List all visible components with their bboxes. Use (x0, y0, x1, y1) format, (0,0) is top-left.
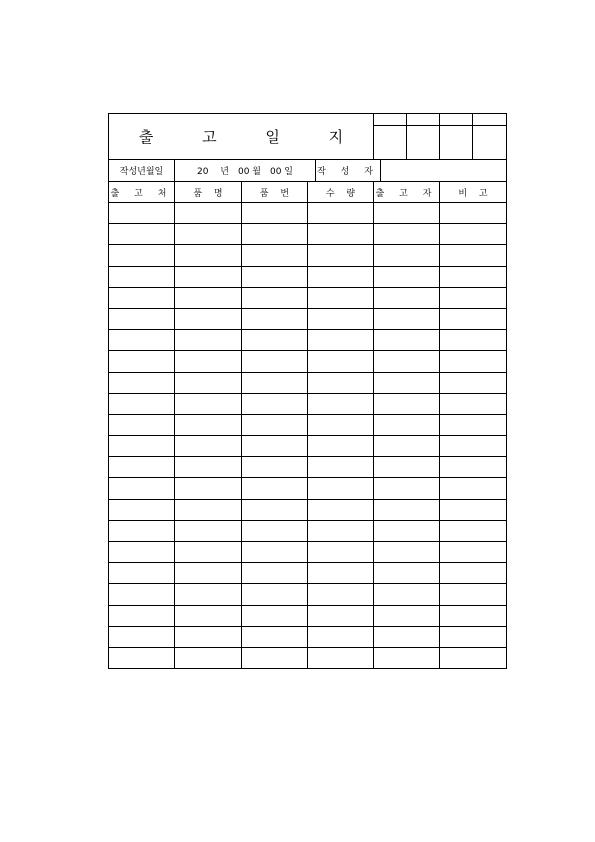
table-cell[interactable] (308, 266, 374, 287)
table-cell[interactable] (308, 436, 374, 457)
table-cell[interactable] (242, 266, 308, 287)
table-cell[interactable] (242, 414, 308, 435)
table-cell[interactable] (242, 436, 308, 457)
approval-header-cell[interactable] (407, 114, 440, 126)
table-cell[interactable] (374, 414, 440, 435)
table-cell[interactable] (242, 287, 308, 308)
table-cell[interactable] (242, 647, 308, 668)
table-cell[interactable] (175, 224, 242, 245)
table-cell[interactable] (440, 330, 507, 351)
table-row (109, 478, 507, 499)
table-cell[interactable] (308, 414, 374, 435)
table-row (109, 266, 507, 287)
table-cell[interactable] (242, 330, 308, 351)
table-cell[interactable] (374, 266, 440, 287)
table-cell[interactable] (175, 584, 242, 605)
approval-header-cell[interactable] (374, 114, 407, 126)
table-cell[interactable] (440, 563, 507, 584)
table-cell[interactable] (374, 647, 440, 668)
table-cell[interactable] (175, 414, 242, 435)
table-cell[interactable] (175, 308, 242, 329)
table-cell[interactable] (440, 584, 507, 605)
release-log-form (108, 113, 506, 669)
table-cell[interactable] (109, 351, 175, 372)
table-cell[interactable] (374, 542, 440, 563)
table-cell[interactable] (242, 563, 308, 584)
table-cell[interactable] (440, 287, 507, 308)
table-cell[interactable] (440, 414, 507, 435)
header-table (108, 113, 507, 160)
approval-signature-cell[interactable] (407, 126, 440, 160)
table-cell[interactable] (308, 224, 374, 245)
table-cell[interactable] (374, 520, 440, 541)
table-row (109, 372, 507, 393)
table-cell[interactable] (440, 542, 507, 563)
table-cell[interactable] (308, 393, 374, 414)
table-cell[interactable] (440, 605, 507, 626)
column-header-released-by: 출 고 자 (374, 182, 440, 203)
table-cell[interactable] (374, 330, 440, 351)
table-row (109, 224, 507, 245)
table-cell[interactable] (109, 372, 175, 393)
table-cell[interactable] (175, 457, 242, 478)
approval-header-cell[interactable] (473, 114, 507, 126)
table-cell[interactable] (109, 414, 175, 435)
table-cell[interactable] (374, 393, 440, 414)
table-header-row (109, 182, 507, 203)
author-value[interactable] (381, 160, 507, 182)
table-cell[interactable] (175, 330, 242, 351)
table-cell[interactable] (374, 203, 440, 224)
table-row (109, 351, 507, 372)
table-cell[interactable] (308, 647, 374, 668)
table-cell[interactable] (308, 203, 374, 224)
table-row (109, 414, 507, 435)
table-cell[interactable] (374, 224, 440, 245)
table-cell[interactable] (308, 542, 374, 563)
table-cell[interactable] (175, 563, 242, 584)
table-cell[interactable] (175, 605, 242, 626)
table-cell[interactable] (440, 245, 507, 266)
table-cell[interactable] (308, 626, 374, 647)
table-cell[interactable] (109, 647, 175, 668)
table-cell[interactable] (109, 287, 175, 308)
table-cell[interactable] (109, 393, 175, 414)
table-cell[interactable] (440, 308, 507, 329)
table-cell[interactable] (242, 626, 308, 647)
table-row (109, 245, 507, 266)
table-row (109, 542, 507, 563)
approval-signature-cell[interactable] (440, 126, 473, 160)
table-cell[interactable] (374, 287, 440, 308)
table-row (109, 436, 507, 457)
table-cell[interactable] (308, 499, 374, 520)
table-cell[interactable] (175, 542, 242, 563)
table-cell[interactable] (440, 351, 507, 372)
info-table (108, 159, 507, 182)
table-cell[interactable] (440, 499, 507, 520)
table-cell[interactable] (440, 372, 507, 393)
release-table (108, 181, 507, 669)
table-row (109, 457, 507, 478)
table-cell[interactable] (242, 542, 308, 563)
table-cell[interactable] (440, 266, 507, 287)
table-cell[interactable] (242, 393, 308, 414)
table-cell[interactable] (374, 584, 440, 605)
table-cell[interactable] (242, 457, 308, 478)
table-cell[interactable] (109, 436, 175, 457)
table-cell[interactable] (109, 520, 175, 541)
table-cell[interactable] (109, 266, 175, 287)
table-cell[interactable] (242, 203, 308, 224)
table-cell[interactable] (109, 605, 175, 626)
table-cell[interactable] (109, 245, 175, 266)
table-cell[interactable] (109, 203, 175, 224)
table-cell[interactable] (242, 499, 308, 520)
table-cell[interactable] (242, 224, 308, 245)
table-cell[interactable] (374, 499, 440, 520)
table-cell[interactable] (440, 203, 507, 224)
table-cell[interactable] (440, 647, 507, 668)
table-cell[interactable] (109, 308, 175, 329)
column-header-item-name: 품 명 (175, 182, 242, 203)
table-row (109, 647, 507, 668)
table-cell[interactable] (374, 605, 440, 626)
approval-signature-cell[interactable] (473, 126, 507, 160)
approval-signature-cell[interactable] (374, 126, 407, 160)
table-cell[interactable] (109, 542, 175, 563)
table-cell[interactable] (308, 584, 374, 605)
table-cell[interactable] (175, 520, 242, 541)
table-row (109, 605, 507, 626)
table-cell[interactable] (440, 436, 507, 457)
table-cell[interactable] (308, 520, 374, 541)
table-cell[interactable] (175, 266, 242, 287)
table-cell[interactable] (175, 393, 242, 414)
table-cell[interactable] (242, 478, 308, 499)
table-cell[interactable] (374, 626, 440, 647)
table-row (109, 499, 507, 520)
table-cell[interactable] (109, 478, 175, 499)
date-value[interactable]: 20 년 00 월 00 일 (175, 160, 316, 182)
table-cell[interactable] (308, 308, 374, 329)
form-title: 출 고 일 지 (109, 114, 374, 160)
table-cell[interactable] (374, 308, 440, 329)
table-cell[interactable] (308, 287, 374, 308)
column-header-destination: 출 고 처 (109, 182, 175, 203)
table-row (109, 203, 507, 224)
date-label: 작성년월일 (109, 160, 175, 182)
table-cell[interactable] (308, 330, 374, 351)
table-row (109, 287, 507, 308)
table-cell[interactable] (242, 351, 308, 372)
approval-header-cell[interactable] (440, 114, 473, 126)
table-cell[interactable] (374, 436, 440, 457)
table-row (109, 393, 507, 414)
table-cell[interactable] (440, 626, 507, 647)
table-cell[interactable] (374, 457, 440, 478)
table-cell[interactable] (374, 563, 440, 584)
table-cell[interactable] (175, 478, 242, 499)
table-cell[interactable] (374, 478, 440, 499)
table-cell[interactable] (109, 457, 175, 478)
table-cell[interactable] (374, 351, 440, 372)
table-cell[interactable] (374, 372, 440, 393)
table-cell[interactable] (242, 605, 308, 626)
table-cell[interactable] (109, 584, 175, 605)
table-cell[interactable] (440, 520, 507, 541)
table-cell[interactable] (440, 478, 507, 499)
table-cell[interactable] (242, 245, 308, 266)
table-row (109, 563, 507, 584)
table-cell[interactable] (109, 626, 175, 647)
table-cell[interactable] (308, 478, 374, 499)
table-row (109, 626, 507, 647)
table-cell[interactable] (175, 287, 242, 308)
table-row (109, 520, 507, 541)
table-row (109, 308, 507, 329)
table-cell[interactable] (175, 499, 242, 520)
table-cell[interactable] (175, 245, 242, 266)
column-header-quantity: 수 량 (308, 182, 374, 203)
table-cell[interactable] (109, 499, 175, 520)
table-cell[interactable] (308, 457, 374, 478)
table-cell[interactable] (440, 457, 507, 478)
column-header-remarks: 비 고 (440, 182, 507, 203)
table-cell[interactable] (374, 245, 440, 266)
table-cell[interactable] (308, 563, 374, 584)
author-label: 작 성 자 (316, 160, 381, 182)
table-cell[interactable] (175, 436, 242, 457)
table-cell[interactable] (242, 372, 308, 393)
table-cell[interactable] (242, 308, 308, 329)
table-cell[interactable] (308, 245, 374, 266)
table-cell[interactable] (175, 372, 242, 393)
table-cell[interactable] (175, 647, 242, 668)
table-cell[interactable] (440, 224, 507, 245)
table-cell[interactable] (109, 330, 175, 351)
table-row (109, 330, 507, 351)
column-header-item-number: 품 번 (242, 182, 308, 203)
table-cell[interactable] (175, 351, 242, 372)
table-cell[interactable] (109, 563, 175, 584)
table-cell[interactable] (308, 351, 374, 372)
table-cell[interactable] (308, 605, 374, 626)
table-cell[interactable] (440, 393, 507, 414)
table-cell[interactable] (175, 203, 242, 224)
table-row (109, 584, 507, 605)
table-cell[interactable] (175, 626, 242, 647)
table-cell[interactable] (109, 224, 175, 245)
table-cell[interactable] (242, 520, 308, 541)
table-cell[interactable] (308, 372, 374, 393)
table-cell[interactable] (242, 584, 308, 605)
